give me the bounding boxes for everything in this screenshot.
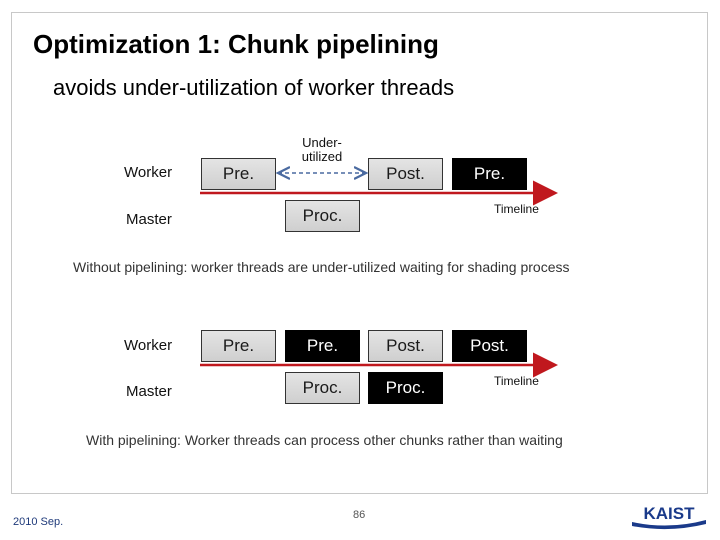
kaist-logo	[628, 500, 710, 532]
slide-subtitle: avoids under-utilization of worker threads	[53, 75, 455, 100]
annotation-line-2: utilized	[301, 149, 343, 164]
master-lane-label: Master	[126, 211, 172, 228]
master-proc-box: Proc.	[285, 372, 360, 404]
worker-pre-next-box: Pre.	[452, 158, 527, 190]
master-proc-box: Proc.	[285, 200, 360, 232]
timeline-label-bottom: Timeline	[494, 374, 539, 388]
worker-lane-label: Worker	[124, 337, 173, 354]
worker-pre-box: Pre.	[201, 330, 276, 362]
timeline-label-top: Timeline	[494, 202, 539, 216]
worker-pre-next-box: Pre.	[285, 330, 360, 362]
caption-without-pipelining: Without pipelining: worker threads are under-utilized waiting for shading process	[73, 259, 570, 275]
worker-post-box: Post.	[368, 158, 443, 190]
worker-pre-box: Pre.	[201, 158, 276, 190]
annotation-line-1: Under-	[302, 135, 342, 150]
worker-lane-label: Worker	[124, 164, 173, 181]
worker-post-box: Post.	[368, 330, 443, 362]
footer-date: 2010 Sep.	[13, 516, 64, 528]
master-lane-label: Master	[126, 383, 172, 400]
slide-title: Optimization 1: Chunk pipelining	[33, 29, 439, 59]
logo-text: KAIST	[643, 504, 695, 523]
page-number: 86	[353, 509, 366, 521]
master-proc-next-box: Proc.	[368, 372, 443, 404]
caption-with-pipelining: With pipelining: Worker threads can process other chunks rather than waiting	[86, 432, 563, 448]
worker-post-next-box: Post.	[452, 330, 527, 362]
